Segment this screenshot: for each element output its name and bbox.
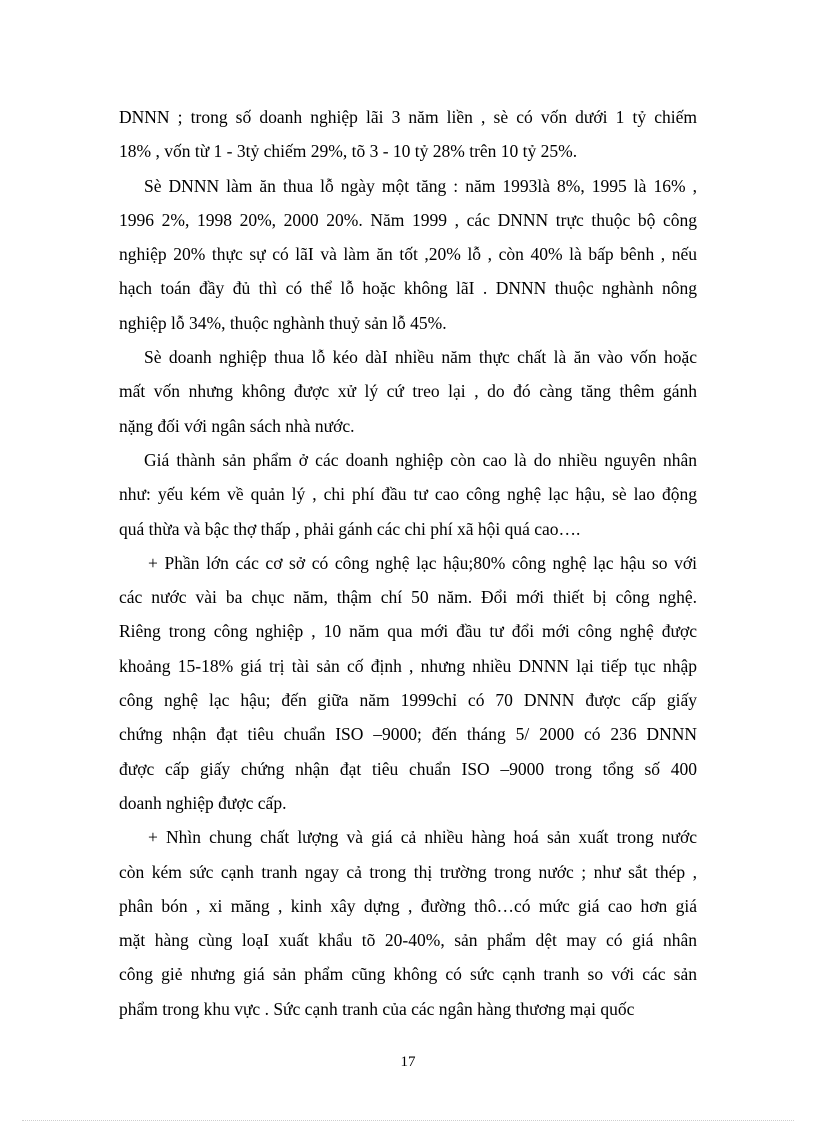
text-line: Sè doanh nghiệp thua lỗ kéo dàI nhiều năm thực chất là ăn vào vốn hoặc <box>144 347 697 368</box>
text-line: được cấp giấy chứng nhận đạt tiêu chuẩn ISO –9000 trong tổng số 400 <box>119 758 697 779</box>
text-line: hạch toán đầy đủ thì có thể lỗ hoặc không lãI . DNNN thuộc nghành nông <box>119 278 697 299</box>
text-line: phẩm trong khu vực . Sức cạnh tranh của các ngân hàng thương mại quốc <box>119 998 635 1019</box>
text-line: chứng nhận đạt tiêu chuẩn ISO –9000; đến tháng 5/ 2000 có 236 DNNN <box>119 724 697 745</box>
text-line: Giá thành sản phẩm ở các doanh nghiệp còn cao là do nhiều nguyên nhân <box>144 449 697 470</box>
text-line: 1996 2%, 1998 20%, 2000 20%. Năm 1999 , các DNNN trực thuộc bộ công <box>119 209 697 230</box>
text-line: 18% , vốn từ 1 - 3tỷ chiếm 29%, tõ 3 - 10 tỷ 28% trên 10 tỷ 25%. <box>119 141 578 162</box>
text-line: các nước vài ba chục năm, thậm chí 50 năm. Đổi mới thiết bị công nghệ. <box>119 587 697 608</box>
page-number: 17 <box>400 1054 416 1070</box>
text-line: Riêng trong công nghiệp , 10 năm qua mới đầu tư đổi mới công nghệ được <box>119 621 697 642</box>
text-line: khoảng 15-18% giá trị tài sản cố định , nhưng nhiều DNNN lại tiếp tục nhập <box>119 655 697 676</box>
text-line: còn kém sức cạnh tranh ngay cả trong thị trường trong nước ; như sắt thép , <box>119 861 697 882</box>
body-text <box>119 100 697 1026</box>
text-line: công giẻ nhưng giá sản phẩm cũng không có sức cạnh tranh so với các sản <box>119 964 697 985</box>
text-line: công nghệ lạc hậu; đến giữa năm 1999chỉ có 70 DNNN được cấp giấy <box>119 690 697 711</box>
text-line: doanh nghiệp được cấp. <box>119 792 287 813</box>
text-line: nghiệp 20% thực sự có lãI và làm ăn tốt ,20% lỗ , còn 40% là bấp bênh , nếu <box>119 244 697 265</box>
text-line: Sè DNNN làm ăn thua lỗ ngày một tăng : năm 1993là 8%, 1995 là 16% , <box>144 175 697 196</box>
text-line: nghiệp lỗ 34%, thuộc nghành thuỷ sản lỗ 45%. <box>119 312 447 333</box>
text-line: DNNN ; trong số doanh nghiệp lãi 3 năm liền , sè có vốn dưới 1 tỷ chiếm <box>119 107 697 127</box>
text-line: quá thừa và bậc thợ thấp , phải gánh các chi phí xã hội quá cao…. <box>119 518 581 539</box>
text-line: mặt hàng cùng loạI xuất khẩu tõ 20-40%, sản phẩm dệt may có giá nhân <box>119 930 697 951</box>
text-line: + Phần lớn các cơ sở có công nghệ lạc hậu;80% công nghệ lạc hậu so với <box>148 552 697 573</box>
text-line: nặng đối với ngân sách nhà nước. <box>119 415 355 436</box>
page-bottom-border <box>22 1120 794 1121</box>
text-line: phân bón , xi măng , kinh xây dựng , đường thô…có mức giá cao hơn giá <box>119 895 697 916</box>
text-line: như: yếu kém về quản lý , chi phí đầu tư cao công nghệ lạc hậu, sè lao động <box>119 484 697 505</box>
text-line: + Nhìn chung chất lượng và giá cả nhiều hàng hoá sản xuất trong nước <box>148 827 697 848</box>
text-line: mất vốn nhưng không được xử lý cứ treo lại , do đó càng tăng thêm gánh <box>119 381 697 402</box>
